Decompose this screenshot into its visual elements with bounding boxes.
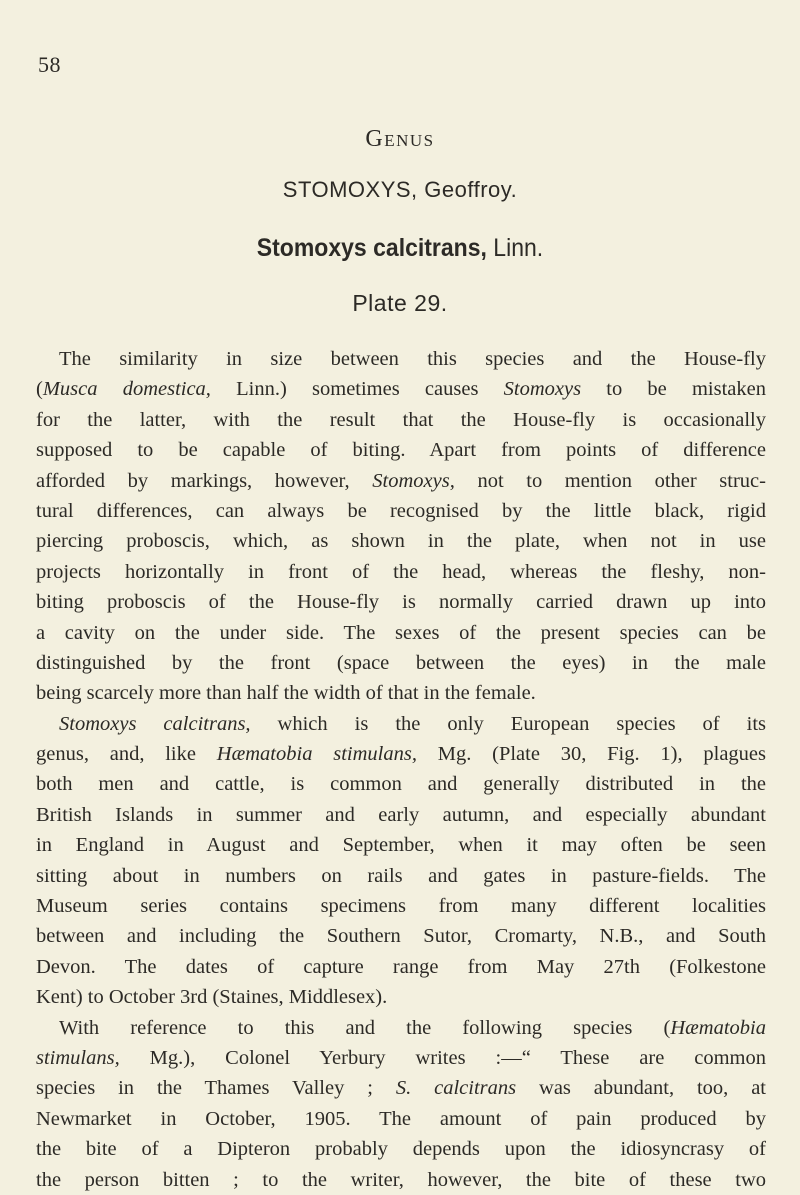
text-line: Stomoxys calcitrans, which is the only European species of its <box>59 712 766 735</box>
body-text <box>36 344 766 1195</box>
text-line: distinguished by the front (space between the eyes) in the male <box>36 651 766 674</box>
text-line: piercing proboscis, which, as shown in the plate, when not in use <box>36 530 766 553</box>
species-authority: Linn. <box>493 234 544 262</box>
text-line: the bite of a Dipteron probably depends upon the idiosyncrasy of <box>36 1138 766 1161</box>
text-line: a cavity on the under side. The sexes of the present species can be <box>36 621 766 644</box>
genus-heading: Genus <box>365 126 435 152</box>
text-line: Museum series contains specimens from many different localities <box>36 895 766 918</box>
text-line: in England in August and September, when it may often be seen <box>36 834 766 857</box>
text-line: biting proboscis of the House-fly is normally carried drawn up into <box>36 591 766 614</box>
plate-reference: Plate 29. <box>352 290 448 316</box>
text-line: genus, and, like Hæmatobia stimulans, Mg. (Plate 30, Fig. 1), plagues <box>36 743 766 766</box>
text-line: British Islands in summer and early autumn, and especially abundant <box>36 803 766 826</box>
text-line: supposed to be capable of biting. Apart from points of difference <box>36 439 766 462</box>
text-line: being scarcely more than half the width of that in the female. <box>36 682 536 705</box>
genus-name: STOMOXYS, Geoffroy. <box>282 177 518 202</box>
text-line: species in the Thames Valley ; S. calcitrans was abundant, too, at <box>36 1077 766 1100</box>
text-line: afforded by markings, however, Stomoxys, not to mention other struc- <box>36 469 766 492</box>
text-line: both men and cattle, is common and generally distributed in the <box>36 773 766 796</box>
text-line: the person bitten ; to the writer, however, the bite of these two <box>36 1168 766 1191</box>
text-line: The similarity in size between this species and the House-fly <box>59 348 766 370</box>
page-number: 58 <box>38 52 61 77</box>
text-line: tural differences, can always be recognised by the little black, rigid <box>36 499 766 522</box>
species-title <box>32 234 768 263</box>
text-line: Devon. The dates of capture range from May 27th (Folkestone <box>36 955 766 978</box>
text-line: between and including the Southern Sutor, Cromarty, N.B., and South <box>36 925 766 948</box>
text-line: With reference to this and the following species (Hæmatobia <box>59 1016 766 1039</box>
text-line: for the latter, with the result that the House-fly is occasionally <box>36 408 766 431</box>
species-name: Stomoxys calcitrans, <box>256 234 487 262</box>
text-line: Newmarket in October, 1905. The amount of pain produced by <box>36 1107 766 1130</box>
text-line: stimulans, Mg.), Colonel Yerbury writes :—“ These are common <box>36 1046 766 1069</box>
text-line: sitting about in numbers on rails and gates in pasture-fields. The <box>36 864 766 887</box>
text-line: projects horizontally in front of the head, whereas the fleshy, non- <box>36 560 766 583</box>
text-line: Kent) to October 3rd (Staines, Middlesex). <box>36 986 388 1009</box>
text-line: (Musca domestica, Linn.) sometimes causes Stomoxys to be mistaken <box>36 378 766 401</box>
